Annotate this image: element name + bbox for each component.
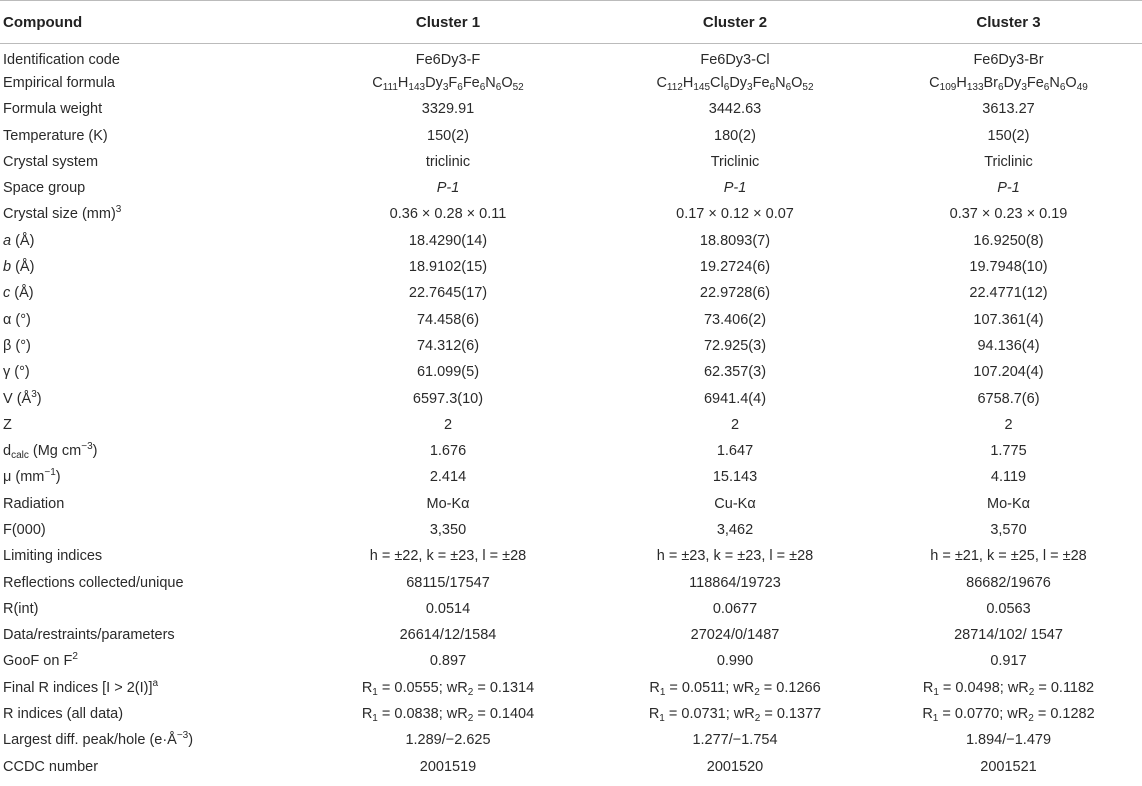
table-row xyxy=(0,280,1142,306)
row-label: Limiting indices xyxy=(3,548,103,565)
row-label: Identification code xyxy=(3,51,120,68)
cluster-3-value: 2001521 xyxy=(980,758,1037,775)
table-row xyxy=(0,464,1142,490)
row-label: R indices (all data) xyxy=(3,706,124,723)
cluster-1-value: 3329.91 xyxy=(421,101,475,118)
cluster-2-value: 180(2) xyxy=(714,127,756,144)
cluster-1-value: 2 xyxy=(443,416,453,433)
cluster-2-value: Fe6Dy3-Cl xyxy=(700,51,770,68)
table-row xyxy=(0,648,1142,674)
row-label: γ (°) xyxy=(3,364,30,381)
row-label: Crystal system xyxy=(3,153,99,170)
cluster-2-value: 62.357(3) xyxy=(703,364,767,381)
cluster-2-value: 19.2724(6) xyxy=(699,259,771,276)
cluster-1-value: 2001519 xyxy=(419,758,477,775)
cluster-2-value: P-1 xyxy=(723,180,747,197)
table-row xyxy=(0,228,1142,254)
cluster-1-value: 0.36 × 0.28 × 0.11 xyxy=(389,206,507,223)
cluster-3-value: Fe6Dy3-Br xyxy=(973,51,1044,68)
table-row xyxy=(0,622,1142,648)
table-row xyxy=(0,306,1142,332)
cluster-3-value: 19.7948(10) xyxy=(969,259,1048,276)
row-label: F(000) xyxy=(3,521,46,538)
cluster-1-value: P-1 xyxy=(436,180,460,197)
cluster-1-value: $C_{111}H_{143}Dy_3F_6Fe_6N_6O_{52}$ xyxy=(372,74,524,93)
header-cluster-1: Cluster 1 xyxy=(301,1,595,44)
cluster-2-value: 22.9728(6) xyxy=(699,285,771,302)
cluster-3-value: 3613.27 xyxy=(982,101,1035,118)
cluster-1-value: 18.9102(15) xyxy=(408,259,488,276)
cluster-1-value: 61.099(5) xyxy=(416,364,480,381)
cluster-3-value: Triclinic xyxy=(984,153,1033,170)
cluster-3-value: 0.0563 xyxy=(986,600,1031,617)
cluster-3-value: h = ±21, k = ±25, l = ±28 xyxy=(930,548,1087,565)
cluster-1-value: 6597.3(10) xyxy=(412,390,484,407)
cluster-3-value: Mo-Kα xyxy=(986,495,1031,512)
cluster-2-value: Triclinic xyxy=(710,153,760,170)
row-label: Space group xyxy=(3,180,86,197)
table-row xyxy=(0,438,1142,464)
table-row xyxy=(0,754,1142,780)
cluster-3-value: 0.917 xyxy=(990,653,1027,670)
cluster-1-value: 0.0514 xyxy=(425,600,471,617)
cluster-2-value: 0.990 xyxy=(716,653,754,670)
cluster-3-value: $R_1 = 0.0498$; $wR_2 = 0.1182$ xyxy=(922,679,1095,698)
cluster-2-value: 1.647 xyxy=(716,443,754,460)
header-cluster-3: Cluster 3 xyxy=(875,1,1142,44)
row-label: Radiation xyxy=(3,495,65,512)
cluster-1-value: h = ±22, k = ±23, l = ±28 xyxy=(369,548,527,565)
cluster-2-value: 3,462 xyxy=(716,521,754,538)
cluster-2-value: Cu-Kα xyxy=(714,495,756,512)
row-label: Z xyxy=(3,416,12,433)
row-label: μ $(mm^{-1})$ xyxy=(3,467,61,486)
row-label: Temperature (K) xyxy=(3,127,108,144)
cluster-3-value: 94.136(4) xyxy=(977,337,1040,354)
row-label: b (Å) xyxy=(3,259,35,276)
cluster-1-value: 74.312(6) xyxy=(416,337,480,354)
table-row xyxy=(0,70,1142,96)
cluster-2-value: 72.925(3) xyxy=(703,337,767,354)
cluster-2-value: 0.17 × 0.12 × 0.07 xyxy=(676,206,794,223)
cluster-2-value: 1.277/−1.754 xyxy=(692,732,778,749)
row-label: c (Å) xyxy=(3,285,34,302)
row-label: Data/restraints/parameters xyxy=(3,627,175,644)
header-compound: Compound xyxy=(0,1,301,44)
table-row xyxy=(0,201,1142,227)
row-label: $d_{calc}$ (Mg $cm^{-3}$) xyxy=(3,441,98,462)
cluster-2-value: $R_1 = 0.0511$; $wR_2 = 0.1266$ xyxy=(649,679,821,698)
cluster-1-value: Mo-Kα xyxy=(426,495,470,512)
cluster-1-value: 0.897 xyxy=(429,653,467,670)
cluster-2-value: 15.143 xyxy=(712,469,758,486)
cluster-2-value: 3442.63 xyxy=(708,101,762,118)
table-body xyxy=(0,44,1142,780)
cluster-3-value: 4.119 xyxy=(990,469,1027,486)
table-row xyxy=(0,675,1142,701)
table-row xyxy=(0,359,1142,385)
table-row xyxy=(0,412,1142,438)
header-cluster-2: Cluster 2 xyxy=(595,1,875,44)
cluster-3-value: 6758.7(6) xyxy=(977,390,1040,407)
cluster-3-value: 107.204(4) xyxy=(973,364,1044,381)
table-row xyxy=(0,543,1142,569)
row-label: a (Å) xyxy=(3,232,35,249)
cluster-1-value: 74.458(6) xyxy=(416,311,480,328)
cluster-2-value: 0.0677 xyxy=(712,600,758,617)
table-row xyxy=(0,122,1142,148)
table-row xyxy=(0,254,1142,280)
cluster-2-value: h = ±23, k = ±23, l = ±28 xyxy=(656,548,814,565)
row-label: Reflections collected/unique xyxy=(3,574,184,591)
table-row xyxy=(0,333,1142,359)
cluster-1-value: 150(2) xyxy=(427,127,469,144)
row-label: Empirical formula xyxy=(3,74,115,91)
table-row xyxy=(0,96,1142,122)
cluster-1-value: 26614/12/1584 xyxy=(399,627,497,644)
cluster-1-value: 68115/17547 xyxy=(406,574,490,591)
row-label: GooF on $F^2$ xyxy=(3,651,78,670)
cluster-3-value: $C_{109}H_{133}Br_6Dy_3Fe_6N_6O_{49}$ xyxy=(929,74,1088,93)
cluster-2-value: 27024/0/1487 xyxy=(690,627,780,644)
cluster-1-value: 2.414 xyxy=(429,469,467,486)
cluster-3-value: 22.4771(12) xyxy=(969,285,1048,302)
cluster-2-value: $R_1 = 0.0731$; $wR_2 = 0.1377$ xyxy=(648,706,822,725)
cluster-3-value: P-1 xyxy=(997,180,1020,197)
row-label: Largest diff. peak/hole $(e\cdot Å^{-3})$ xyxy=(3,730,194,749)
cluster-3-value: 16.9250(8) xyxy=(973,232,1044,249)
cluster-2-value: 18.8093(7) xyxy=(699,232,771,249)
cluster-3-value: 3,570 xyxy=(990,521,1027,538)
cluster-3-value: $R_1 = 0.0770$; $wR_2 = 0.1282$ xyxy=(922,706,1095,725)
cluster-1-value: 22.7645(17) xyxy=(408,285,488,302)
cluster-3-value: 107.361(4) xyxy=(973,311,1044,328)
table-row xyxy=(0,701,1142,727)
table-row xyxy=(0,517,1142,543)
row-label: V $(Å^3)$ xyxy=(3,388,42,407)
header-row xyxy=(0,1,1142,44)
row-label: R(int) xyxy=(3,600,39,617)
table-row xyxy=(0,44,1142,70)
cluster-3-value: 2 xyxy=(1004,416,1013,433)
table-row xyxy=(0,569,1142,595)
cluster-1-value: 18.4290(14) xyxy=(408,232,488,249)
row-label: Final R indices [I > 2(I)]$^a$ xyxy=(3,677,159,696)
cluster-3-value: 1.894/−1.479 xyxy=(965,732,1052,749)
cluster-2-value: 73.406(2) xyxy=(703,311,767,328)
cluster-1-value: Fe6Dy3-F xyxy=(415,51,481,68)
cluster-1-value: 1.676 xyxy=(429,443,467,460)
table-row xyxy=(0,491,1142,517)
table-row xyxy=(0,385,1142,411)
cluster-2-value: 6941.4(4) xyxy=(703,390,767,407)
row-label: Formula weight xyxy=(3,101,103,118)
cluster-3-value: 150(2) xyxy=(987,127,1030,144)
cluster-1-value: $R_1 = 0.0555$; $wR_2 = 0.1314$ xyxy=(361,679,535,698)
cluster-2-value: 2001520 xyxy=(706,758,764,775)
table-row xyxy=(0,149,1142,175)
cluster-1-value: $R_1 = 0.0838$; $wR_2 = 0.1404$ xyxy=(361,706,535,725)
cluster-2-value: 2 xyxy=(730,416,740,433)
cluster-3-value: 1.775 xyxy=(990,443,1027,460)
cluster-1-value: 3,350 xyxy=(429,521,467,538)
row-label: Crystal size (mm)$^3$ xyxy=(3,204,122,223)
table-row xyxy=(0,727,1142,753)
row-label: β (°) xyxy=(3,337,31,354)
row-label: CCDC number xyxy=(3,758,99,775)
cluster-3-value: 28714/102/ 1547 xyxy=(954,627,1063,644)
cluster-2-value: 118864/19723 xyxy=(689,574,781,591)
cluster-1-value: 1.289/−2.625 xyxy=(405,732,491,749)
row-label: α (°) xyxy=(3,311,31,328)
cluster-3-value: 86682/19676 xyxy=(966,574,1051,591)
cluster-1-value: triclinic xyxy=(425,153,471,170)
table-row xyxy=(0,596,1142,622)
cluster-3-value: 0.37 × 0.23 × 0.19 xyxy=(949,206,1068,223)
cluster-2-value: $C_{112}H_{145}Cl_6Dy_3Fe_6N_6O_{52}$ xyxy=(656,74,814,93)
table-row xyxy=(0,175,1142,201)
